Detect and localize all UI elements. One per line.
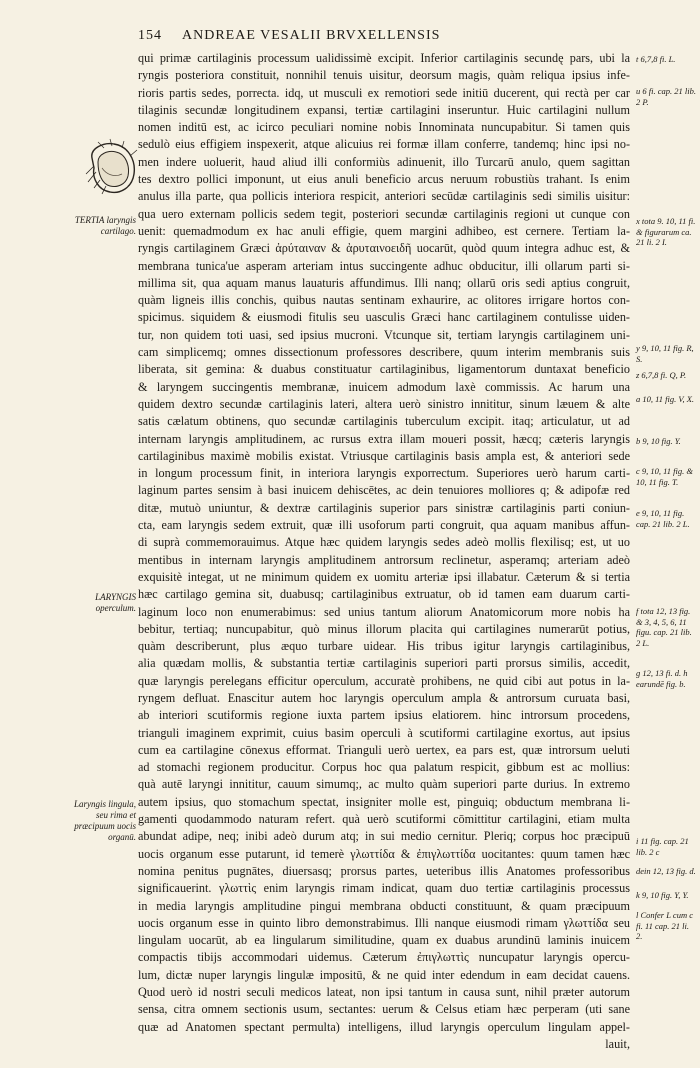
text-line: tes dextro pollici imponunt, ut eius anuli beneficio arcus neruum robustiùs trahant. Is enim [138,172,630,187]
text-line: & laryngem succingentis membranæ, inuicem admodum laxè commissis. Ac harum una [138,379,630,394]
text-line: men indere uoluerit, haud aliud illi conformiùs adinuenit, illo Turcarū anulo, quem sagittan [138,154,630,169]
margin-ref: e 9, 10, 11 fig. cap. 21 lib. 2 L. [636,508,690,529]
text-line: lauit, [605,1036,630,1051]
text-line: ryngis cartilaginem Græci ἀρύταιναν & ἀρυταινοειδῆ uocarūt, quòd quum integra adhuc est, & [138,241,630,256]
margin-ref: a 10, 11 fig. V, X. [636,394,695,404]
margin-ref: k 9, 10 fig. Y, Y. [636,890,689,900]
text-line: quàm describerunt, plus æquo turbare uidear. His tribus igitur laryngis cartilaginibus, [138,639,630,654]
text-line: qua uero externam pollicis sedem tegit, posteriori secundæ cartilaginis regioni ut cunque con [138,206,630,221]
text-line: lingulam uocarūt, ab ea lingularum similitudine, quam ex duabus arundinū laminis inuicem [138,933,630,948]
margin-ref: l Confer L cum c fi. 11 cap. 21 li. 2. [636,910,693,941]
text-line: ditæ, mutuò uniuntur, & dextræ cartilaginis superior pars sinistræ cartilaginis parti coniun- [138,500,630,515]
text-line: cartilaginibus maximè mobilis existat. Vtriusque cartilaginis basis ampla est, & anteriori sede [138,448,630,463]
text-line: sensa, citra omnem sectionis usum, sectantes: uerum & Celsus etiam hæc perperam (uti sane [138,1002,630,1017]
text-line: quà autē laryngi innititur, cauum simumq;, ac multo quàm superiori parte durius. In extremo [138,777,630,792]
text-line: quæ ad Anatomen spectant permulta) intelligens, illud laryngis operculum lingulam appel- [138,1019,630,1034]
text-line: ad stomachi regionem producitur. Corpus hoc qua palatum respicit, gibbum est ac mollius: [138,760,630,775]
text-line: abundat adipe, neq; inibi adeò durum atq; in sui medio cernitur. Pleriq; corpus hoc præcipuū [138,829,630,844]
text-line: spicimus. siquidem & eiusmodi fitulis seu uasculis Græci hanc cartilaginem contulisse uiden- [138,310,630,325]
text-line: quidem dextro secundæ cartilaginis lateri, altera uerò sinistro innititur, sinum læuem & alte [138,396,630,411]
text-line: hæc cartilago gemina sit, duabusq; cartilaginibus extruatur, ob id tamen eam duarum carti- [138,587,630,602]
running-title: ANDREAE VESALII BRVXELLENSIS [182,28,441,43]
text-line: gamenti quodammodo naturam refert. quà uerò scutiformi cōmittitur cartilagini, etiam multa [138,812,630,827]
text-line: laginum partes sensim à basi inuicem dehiscētes, ac dein tenuiores molliores q; & adipofæ red [138,483,630,498]
margin-ref: u 6 fi. cap. 21 lib. 2 P. [636,86,696,107]
text-line: di suprà commemorauimus. Atque hæc quidem laryngis sedes adeò mollis flexilisq; est, ut uo [138,535,630,550]
text-line: ab interiori scutiformis regione iuxta partem ipsius elatiorem. hinc introrsum procedens, [138,708,630,723]
text-line: significauerint. γλωττὶς enim laryngis rimam indicat, quam duo tertiæ cartilaginis processus [138,881,630,896]
margin-ref: dein 12, 13 fig. d. [636,866,696,876]
text-line: satis cælatum obtinens, quo secundæ cartilaginis tuberculum excipit. itaq; articulatur, ut ad [138,414,630,429]
page-number: 154 [138,28,162,43]
text-line: uocis organum esse in quinto libro demonstrabimus. Illi nanque eiusmodi rimam γλωττίδα seu [138,915,630,930]
page-header [138,28,628,46]
text-line: Quod uerò id nostri seculi medicos lateat, non ipsi tantum in causa sunt, nihil præter autorum [138,985,630,1000]
text-line: quàm ligneis illis conchis, quibus nautas sentinam exhaurire, ac olitores irrigare hortos con- [138,293,630,308]
text-line: tur, non quidem toti uasi, sed ipsius mucroni. Vtcunque sit, tertiam laryngis cartilaginem uni- [138,327,630,342]
text-line: exquisitè integat, ut ne minimum quidem ex uomitu arteriæ ipsi illabatur. Cæterum & si tertia [138,569,630,584]
text-line: nomen inditū est, ac icirco peculiari nomine nobis Innominata nuncupabitur. Si tamen quis [138,120,630,135]
margin-ref: b 9, 10 fig. Y. [636,436,681,446]
text-line: uenit: quemadmodum ex hac anuli effigie, quem margini adhibeo, est cernere. Tertiam la- [138,223,630,238]
margin-ref: y 9, 10, 11 fig. R, S. [636,343,694,364]
margin-note-tertia: TERTIA laryngis cartilago. [74,215,136,236]
text-line: laginum loco non enumerabimus: sed unius tantum aliorum Anatomicorum more nobis ha [138,604,630,619]
margin-ref: x tota 9. 10, 11 fi. & figurarum ca. 21 li. 2 I. [636,216,696,247]
turkish-archer-ring-icon [84,138,140,196]
margin-note-operculum: LARYNGIS operculum. [95,592,136,613]
text-line: lum, dictæ nuper laryngis lingulæ impositū, & ne quid inter edendum in eam decidat cauens. [138,967,630,982]
text-line: uocis organum esse putarunt, id temerè γλωττίδα & ἐπιγλωττίδα uocitantes: quum tamen hæc [138,846,630,861]
text-line: internam laryngis amplitudinem, ac rursus extra illam moueri possit, hæcq; cæteris laryngis [138,431,630,446]
text-line: in media laryngis amplitudine pingui membrana obducti constituunt, & quam præcipuum [138,898,630,913]
margin-ref: f tota 12, 13 fig. & 3, 4, 5, 6, 11 figu. cap. 21 lib. 2 L. [636,606,692,648]
text-line: quæ laryngis perelegans efficitur operculum, accuratè prohibens, ne quid cibi aut potus in la- [138,673,630,688]
text-line: anulus illa parte, qua pollicis interiora respicit, anteriori secūdæ cartilaginis sedi similis uisitur: [138,189,630,204]
text-line: compactis tibijs accommodari uidemus. Cæterum ἐπιγλωττὶς nuncupatur laryngis opercu- [138,950,630,965]
text-line: trianguli imaginem exprimit, cuius basim operculi à scutiformi cartilagine exortus, aut ipsius [138,725,630,740]
text-line: membrana tunica'ue asperam arteriam intus succingente adhuc obducitur, illi ollarum parti si- [138,258,630,273]
text-line: nomina penitus pugnātes, diuersasq; prorsus partes, ueteribus illis Anatomes professoribus [138,863,630,878]
text-line: alia quædam mollis, & substantia tertiæ cartilaginis superiori parti prorsus similis, accedit, [138,656,630,671]
margin-note-lingula: Laryngis lingula, seu rima et præcipuum uocis organū. [74,799,137,842]
text-line: mentibus in internam laryngis amplitudinem antrorsum reclinetur, asperamq; arteriam adeò [138,552,630,567]
margin-ref: c 9, 10, 11 fig. & 10, 11 fig. T. [636,466,693,487]
margin-ref: t 6,7,8 fi. L. [636,54,676,64]
text-line: in longum processum finit, in interiora laryngis exporrectum. Superiores uerò harum carti- [138,466,630,481]
text-line: ryngis posteriora constituit, nonnihil tenuis uisitur, deorsum magis, quàm reliqua ipsius infe- [138,68,630,83]
text-line: bebitur, tertiaq; nuncupabitur, quò minus illorum placita qui cartilagines numerarūt potius, [138,621,630,636]
text-line: millima sit, qua aquam manus lauaturis affundimus. Illi nanq; ollarū oris sedi aptius congruit, [138,275,630,290]
margin-ref: g 12, 13 fi. d. h earundē fig. b. [636,668,688,689]
text-line: tilaginis secundæ longitudinem expansi, tertiæ cartilagini inseruntur. Huic cartilagini nullum [138,102,630,117]
margin-ref: i 11 fig. cap. 21 lib. 2 c [636,836,689,857]
main-text-column [138,50,630,1053]
text-line: cam simplicemq; omnes dissectionum professores describere, quum interim membranis suis [138,345,630,360]
text-line: sedulò eius effigiem inspexerit, atque alicuius rei formæ illam conferre, tandemq; hinc ipsi no- [138,137,630,152]
text-line: liberata, sit gemina: & duabus constituatur cartilaginibus, ligamentorum duntaxat beneficio [138,362,630,377]
text-line: qui primæ cartilaginis processum ualidissimè excipit. Inferior cartilaginis secundę pars, ubi la [138,51,630,65]
text-line: ryngem defluat. Enascitur autem hoc laryngis operculum ampla & antrorsum curuata basi, [138,690,630,705]
margin-ref: z 6,7,8 fi. Q, P. [636,370,687,380]
text-line: rioris partis sedes, porrecta. idq, ut musculi ex remotiori sede initiū ducerent, qui rectà per car [138,85,630,100]
text-line: cta, eam laryngis sedem extruit, quæ illi usoforum parti congruit, qua aquam manibus affun- [138,518,630,533]
text-line: autem ipsius, quo stomachum spectat, insigniter molle est, pinguiq; obductum membrana li- [138,794,630,809]
text-line: cum ea cartilagine cōnexus efformat. Trianguli uerò uertex, ea pars est, quæ introrsum ueluti [138,742,630,757]
